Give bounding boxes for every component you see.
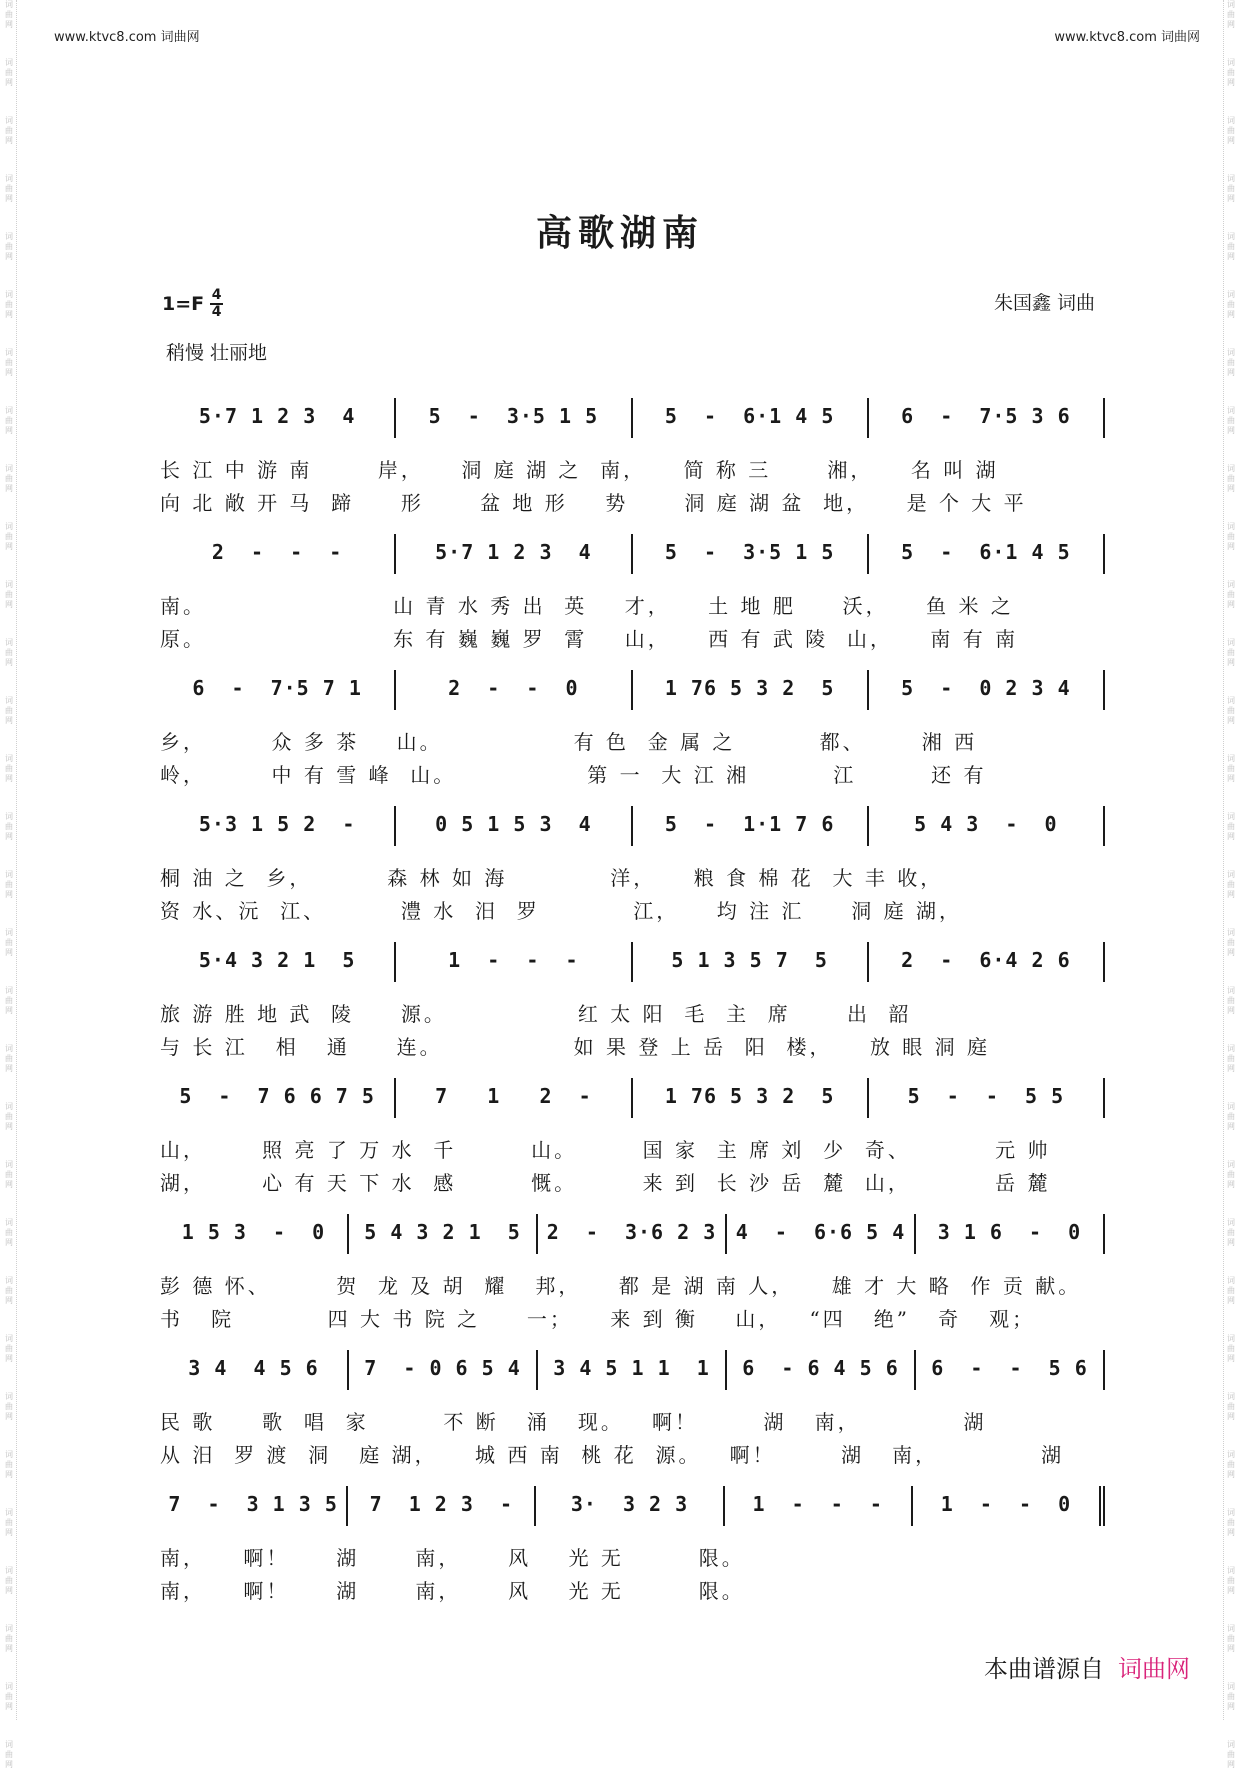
measure xyxy=(396,1078,632,1118)
notes-row xyxy=(160,806,1105,852)
measure xyxy=(160,1214,349,1254)
side-watermark-text: 词曲网 xyxy=(5,1044,13,1073)
side-watermark-text: 词曲网 xyxy=(1227,1508,1235,1537)
side-watermark-text: 词曲网 xyxy=(1227,580,1235,609)
side-watermark-text: 词曲网 xyxy=(1227,0,1235,29)
side-watermark-text: 词曲网 xyxy=(1227,1740,1235,1769)
composer-credit: 朱国鑫 词曲 xyxy=(993,292,1095,314)
measure xyxy=(633,398,869,438)
measure xyxy=(160,534,396,574)
notes-row xyxy=(160,534,1105,580)
side-watermark-text: 词曲网 xyxy=(5,58,13,87)
measure-notes: 5·3 1 5 2 - xyxy=(198,812,356,836)
lyric-line-1: 长 江 中 游 南 岸， 洞 庭 湖 之 南， 简 称 三 湘， 名 叫 湖 xyxy=(160,458,999,482)
measure xyxy=(869,398,1105,438)
notes-row xyxy=(160,1214,1105,1260)
side-watermark-text: 词曲网 xyxy=(5,580,13,609)
notes-row xyxy=(160,1486,1105,1532)
measure-notes: 4 - 6·6 5 4 xyxy=(735,1220,906,1244)
measure-notes: 6 - 7·5 3 6 xyxy=(901,404,1071,428)
measure-notes: 5 4 3 2 1 5 xyxy=(364,1220,521,1244)
side-watermark-text: 词曲网 xyxy=(1227,754,1235,783)
side-watermark-text: 词曲网 xyxy=(5,870,13,899)
score-system xyxy=(160,942,1105,1078)
measure-notes: 1 - - - xyxy=(752,1492,883,1516)
measure xyxy=(869,534,1105,574)
side-watermark-text: 词曲网 xyxy=(1227,464,1235,493)
measure-notes: 3· 3 2 3 xyxy=(570,1492,689,1516)
side-watermark-text: 词曲网 xyxy=(1227,232,1235,261)
score-system xyxy=(160,1486,1105,1622)
footer-source xyxy=(984,1649,1190,1684)
side-watermark-text: 词曲网 xyxy=(1227,928,1235,957)
measure-notes: 6 - 7·5 7 1 xyxy=(192,676,362,700)
score-system xyxy=(160,1078,1105,1214)
side-watermark-text: 词曲网 xyxy=(1227,290,1235,319)
lyric-line-2: 书 院 四 大 书 院 之 一； 来 到 衡 山， “四 绝” 奇 观； xyxy=(160,1307,1036,1331)
score-system xyxy=(160,1214,1105,1350)
lyric-line-2: 从 汨 罗 渡 洞 庭 湖， 城 西 南 桃 花 源。 啊！ 湖 南， 湖 xyxy=(160,1443,1065,1467)
measure-notes: 5 - 0 2 3 4 xyxy=(901,676,1071,700)
measure xyxy=(396,806,632,846)
time-top: 4 xyxy=(211,287,222,303)
tempo-marking: 稍慢 壮丽地 xyxy=(166,342,268,364)
measure xyxy=(396,534,632,574)
side-watermark-text: 词曲网 xyxy=(5,696,13,725)
side-watermark-text: 词曲网 xyxy=(1227,116,1235,145)
lyric-line-2: 向 北 敞 开 马 蹄 形 盆 地 形 势 洞 庭 湖 盆 地， 是 个 大 平 xyxy=(160,491,1027,515)
notes-row xyxy=(160,1078,1105,1124)
side-watermark-text: 词曲网 xyxy=(1227,1102,1235,1131)
notes-row xyxy=(160,670,1105,716)
side-watermark-text: 词曲网 xyxy=(5,1682,13,1711)
measure xyxy=(869,806,1105,846)
side-watermark-text: 词曲网 xyxy=(5,1218,13,1247)
side-watermark-text: 词曲网 xyxy=(1227,1044,1235,1073)
measure-notes: 5 - 3·5 1 5 xyxy=(428,404,599,428)
measure xyxy=(633,670,869,710)
side-watermark-text: 词曲网 xyxy=(5,1566,13,1595)
site-url-right[interactable]: www.ktvc8.com 词曲网 xyxy=(1054,30,1200,45)
measure-notes: 5·7 1 2 3 4 xyxy=(198,404,356,428)
measure xyxy=(869,942,1105,982)
key-text: 1=F xyxy=(162,292,205,315)
lyric-line-1: 南。 山 青 水 秀 出 英 才， 土 地 肥 沃， 鱼 米 之 xyxy=(160,594,1014,618)
site-url-left[interactable]: www.ktvc8.com 词曲网 xyxy=(54,30,200,45)
measure-notes: 3 1 6 - 0 xyxy=(937,1220,1082,1244)
measure xyxy=(869,1078,1105,1118)
measure-notes: 3 4 4 5 6 xyxy=(188,1356,319,1380)
side-watermark-text: 词曲网 xyxy=(5,1392,13,1421)
measure xyxy=(396,942,632,982)
measure-notes: 7 - 0 6 5 4 xyxy=(364,1356,521,1380)
measure xyxy=(913,1486,1105,1526)
measure xyxy=(349,1350,538,1390)
measure-notes: 1 - - - xyxy=(448,948,579,972)
side-watermark-text: 词曲网 xyxy=(1227,1682,1235,1711)
side-watermark-text: 词曲网 xyxy=(5,290,13,319)
measure-notes: 5 - 7 6 6 7 5 xyxy=(179,1084,375,1108)
measure xyxy=(633,942,869,982)
side-watermark-text: 词曲网 xyxy=(1227,1160,1235,1189)
side-watermark-text: 词曲网 xyxy=(1227,522,1235,551)
side-watermark-text: 词曲网 xyxy=(5,1276,13,1305)
side-watermark-text: 词曲网 xyxy=(5,1102,13,1131)
side-watermark-text: 词曲网 xyxy=(5,928,13,957)
side-watermark-text: 词曲网 xyxy=(5,348,13,377)
measure xyxy=(633,806,869,846)
side-watermark-text: 词曲网 xyxy=(1227,406,1235,435)
side-watermark-text: 词曲网 xyxy=(1227,174,1235,203)
measure xyxy=(160,1486,348,1526)
side-watermark-text: 词曲网 xyxy=(1227,1334,1235,1363)
lyric-line-2: 岭， 中 有 雪 峰 山。 第 一 大 江 湘 江 还 有 xyxy=(160,763,987,787)
measure xyxy=(160,1078,396,1118)
measure xyxy=(160,1350,349,1390)
score-system xyxy=(160,534,1105,670)
measure-notes: 2 - - 0 xyxy=(448,676,579,700)
side-watermark-text: 词曲网 xyxy=(5,464,13,493)
time-bottom: 4 xyxy=(211,303,222,320)
side-watermark-text: 词曲网 xyxy=(1227,696,1235,725)
measure-notes: 2 - 6·4 2 6 xyxy=(901,948,1071,972)
notes-row xyxy=(160,1350,1105,1396)
side-watermark-text: 词曲网 xyxy=(5,1624,13,1653)
footer-prefix: 本曲谱源自 xyxy=(984,1655,1104,1683)
side-watermark-right xyxy=(1223,0,1238,1769)
measure-notes: 6 - 6 4 5 6 xyxy=(742,1356,899,1380)
measure-notes: 7 - 3 1 3 5 xyxy=(168,1492,338,1516)
side-watermark-text: 词曲网 xyxy=(5,1508,13,1537)
lyric-line-1: 民 歌 歌 唱 家 不 断 涌 现。 啊！ 湖 南， 湖 xyxy=(160,1410,987,1434)
side-watermark-text: 词曲网 xyxy=(5,812,13,841)
measure-notes: 3 4 5 1 1 1 xyxy=(553,1356,710,1380)
side-watermark-text: 词曲网 xyxy=(1227,986,1235,1015)
measure xyxy=(160,670,396,710)
lyric-line-2: 资 水、沅 江、 澧 水 汨 罗 江， 均 注 汇 洞 庭 湖， xyxy=(160,899,962,923)
score-system xyxy=(160,670,1105,806)
measure xyxy=(869,670,1105,710)
measure-notes: 1 - - 0 xyxy=(940,1492,1072,1516)
measure-notes: 7 1 2 3 - xyxy=(369,1492,514,1516)
measure-notes: 2 - - - xyxy=(211,540,343,564)
measure xyxy=(633,534,869,574)
side-watermark-text: 词曲网 xyxy=(1227,1566,1235,1595)
song-title: 高歌湖南 xyxy=(535,212,704,254)
lyric-line-2: 与 长 江 相 通 连。 如 果 登 上 岳 阳 楼， 放 眼 洞 庭 xyxy=(160,1035,991,1059)
side-watermark-text: 词曲网 xyxy=(5,638,13,667)
lyric-line-1: 旅 游 胜 地 武 陵 源。 红 太 阳 毛 主 席 出 韶 xyxy=(160,1002,912,1026)
side-watermark-text: 词曲网 xyxy=(5,1740,13,1769)
side-watermark-text: 词曲网 xyxy=(5,522,13,551)
measure-notes: 2 - 3·6 2 3 xyxy=(546,1220,717,1244)
measure xyxy=(396,670,632,710)
measure xyxy=(160,398,396,438)
key-signature xyxy=(162,288,223,320)
notes-row xyxy=(160,942,1105,988)
lyric-line-2: 南， 啊！ 湖 南， 风 光 无 限。 xyxy=(160,1579,745,1603)
side-watermark-text: 词曲网 xyxy=(1227,1450,1235,1479)
measure-notes: 7 1 2 - xyxy=(435,1084,592,1108)
side-watermark-text: 词曲网 xyxy=(1227,1276,1235,1305)
side-watermark-text: 词曲网 xyxy=(1227,1218,1235,1247)
side-watermark-text: 词曲网 xyxy=(1227,1392,1235,1421)
measure xyxy=(633,1078,869,1118)
measure-notes: 5 - - 5 5 xyxy=(907,1084,1065,1108)
measure xyxy=(160,942,396,982)
measure xyxy=(725,1486,913,1526)
measure-notes: 5 1 3 5 7 5 xyxy=(671,948,828,972)
measure xyxy=(727,1214,916,1254)
time-signature xyxy=(210,288,223,320)
side-watermark-text: 词曲网 xyxy=(5,174,13,203)
measure xyxy=(396,398,632,438)
measure-notes: 5·7 1 2 3 4 xyxy=(435,540,592,564)
lyric-line-2: 湖， 心 有 天 下 水 感 慨。 来 到 长 沙 岳 麓 山， 岳 麓 xyxy=(160,1171,1051,1195)
measure xyxy=(348,1486,536,1526)
measure-notes: 5 - 6·1 4 5 xyxy=(664,404,835,428)
side-watermark-text: 词曲网 xyxy=(1227,870,1235,899)
measure-notes: 5 - 6·1 4 5 xyxy=(901,540,1071,564)
side-watermark-text: 词曲网 xyxy=(5,1450,13,1479)
side-watermark-left xyxy=(2,0,17,1769)
measure-notes: 5 - 3·5 1 5 xyxy=(664,540,835,564)
side-watermark-text: 词曲网 xyxy=(5,0,13,29)
score-system xyxy=(160,806,1105,942)
measure xyxy=(536,1486,724,1526)
measure-notes: 1 76 5 3 2 5 xyxy=(664,676,835,700)
side-watermark-text: 词曲网 xyxy=(1227,638,1235,667)
measure xyxy=(916,1350,1105,1390)
side-watermark-text: 词曲网 xyxy=(5,1334,13,1363)
measure-notes: 5·4 3 2 1 5 xyxy=(198,948,356,972)
side-watermark-text: 词曲网 xyxy=(1227,348,1235,377)
side-watermark-text: 词曲网 xyxy=(5,1160,13,1189)
side-watermark-text: 词曲网 xyxy=(5,232,13,261)
measure xyxy=(349,1214,538,1254)
side-watermark-text: 词曲网 xyxy=(1227,1624,1235,1653)
lyric-line-1: 山， 照 亮 了 万 水 千 山。 国 家 主 席 刘 少 奇、 元 帅 xyxy=(160,1138,1051,1162)
side-watermark-text: 词曲网 xyxy=(1227,58,1235,87)
measure xyxy=(160,806,396,846)
measure-notes: 6 - - 5 6 xyxy=(931,1356,1088,1380)
side-watermark-text: 词曲网 xyxy=(5,116,13,145)
measure-notes: 0 5 1 5 3 4 xyxy=(435,812,592,836)
measure xyxy=(538,1214,727,1254)
lyric-line-1: 乡， 众 多 茶 山。 有 色 金 属 之 都、 湘 西 xyxy=(160,730,978,754)
measure xyxy=(916,1214,1105,1254)
measure-notes: 1 5 3 - 0 xyxy=(181,1220,326,1244)
notes-row xyxy=(160,398,1105,444)
lyric-line-1: 南， 啊！ 湖 南， 风 光 无 限。 xyxy=(160,1546,745,1570)
side-watermark-text: 词曲网 xyxy=(5,986,13,1015)
measure xyxy=(538,1350,727,1390)
footer-brand-link[interactable]: 词曲网 xyxy=(1118,1655,1190,1683)
lyric-line-1: 彭 德 怀、 贺 龙 及 胡 耀 邦， 都 是 湖 南 人， 雄 才 大 略 作 贡 献。 xyxy=(160,1274,1082,1298)
side-watermark-text: 词曲网 xyxy=(5,406,13,435)
lyric-line-1: 桐 油 之 乡， 森 林 如 海 洋， 粮 食 棉 花 大 丰 收， xyxy=(160,866,944,890)
measure xyxy=(727,1350,916,1390)
measure-notes: 5 4 3 - 0 xyxy=(914,812,1058,836)
measure-notes: 1 76 5 3 2 5 xyxy=(664,1084,835,1108)
score-system xyxy=(160,1350,1105,1486)
side-watermark-text: 词曲网 xyxy=(5,754,13,783)
side-watermark-text: 词曲网 xyxy=(1227,812,1235,841)
score-system xyxy=(160,398,1105,534)
lyric-line-2: 原。 东 有 巍 巍 罗 霄 山， 西 有 武 陵 山， 南 有 南 xyxy=(160,627,1019,651)
measure-notes: 5 - 1·1 7 6 xyxy=(664,812,835,836)
